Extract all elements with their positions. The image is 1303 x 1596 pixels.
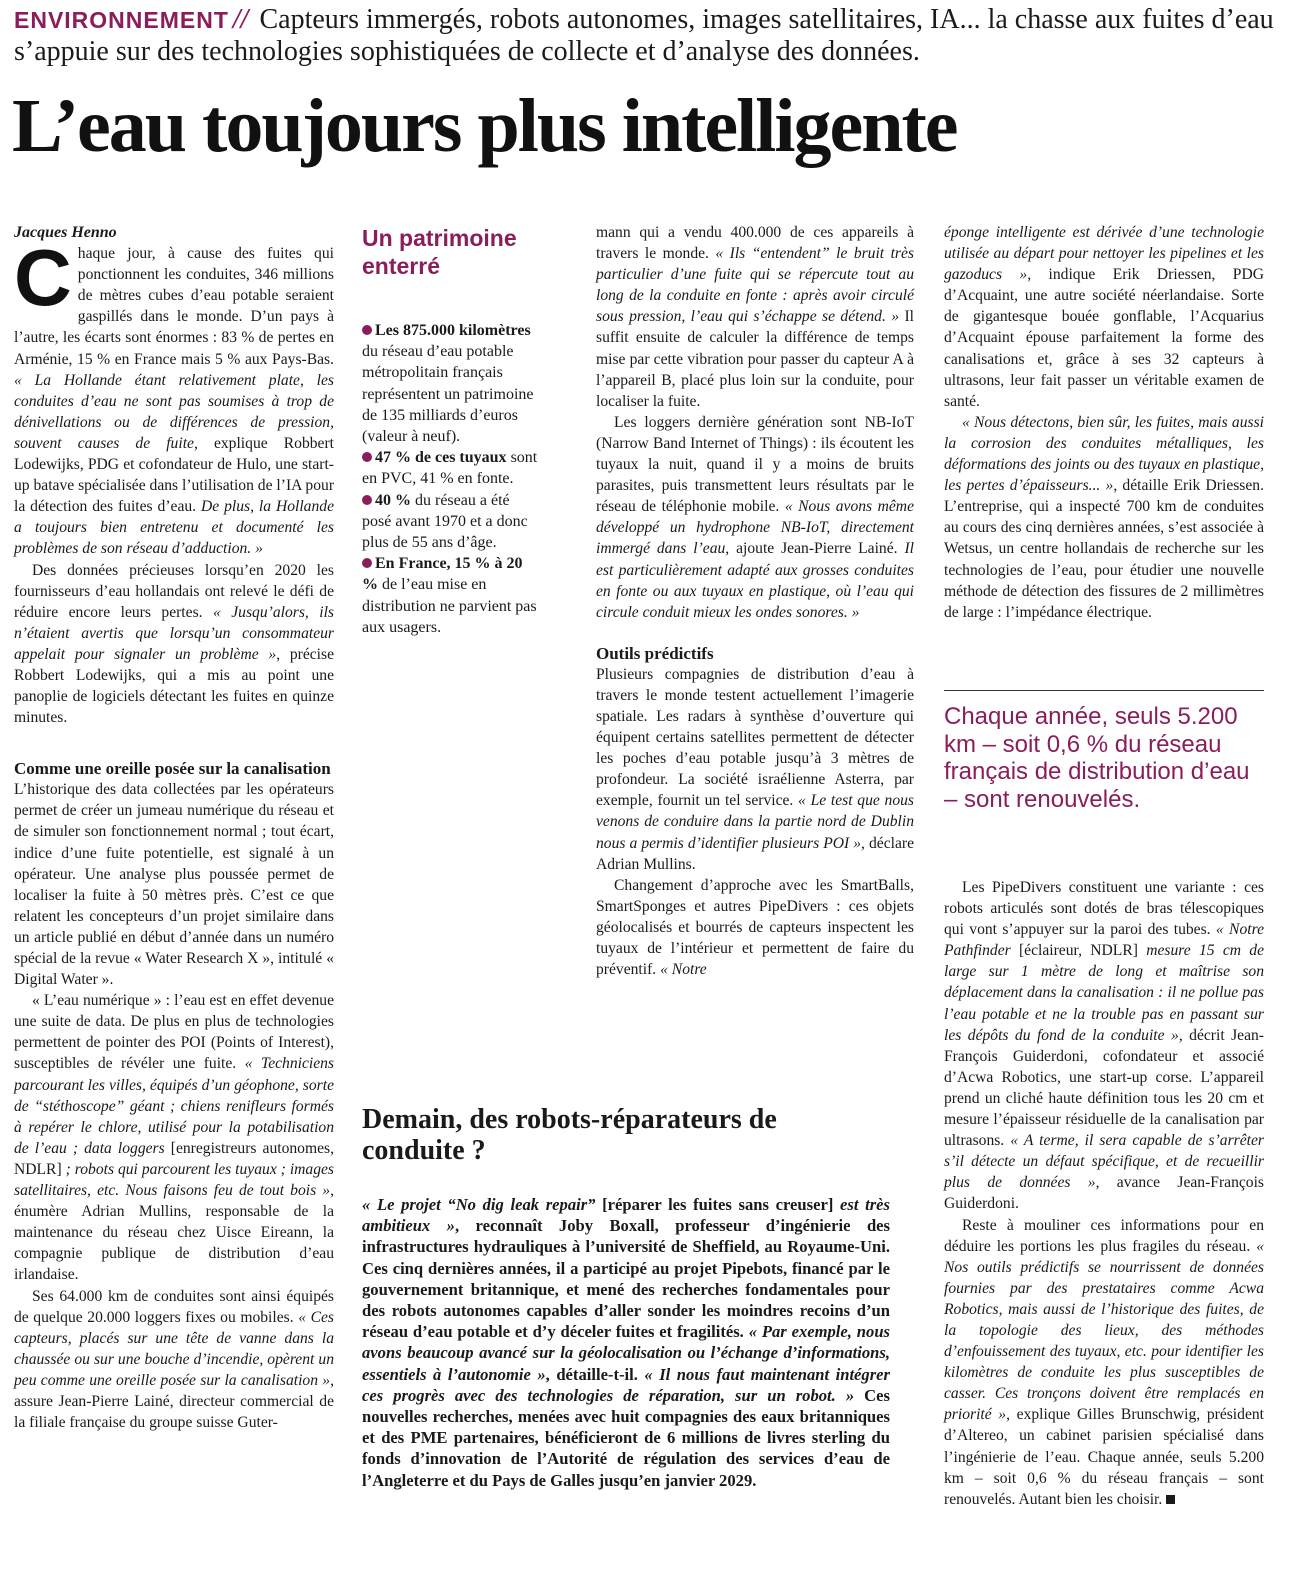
kicker-separator: // (232, 4, 249, 35)
fact-item: 40 % du réseau a été posé avant 1970 et a donc plus de 55 ans d’âge. (362, 491, 528, 552)
paragraph: Des données précieuses lorsqu’en 2020 les fournisseurs d’eau hollandais ont relevé le défi de réduire encore leurs pertes. « Jusqu’alors, ils n’étaient avertis que lorsqu’un consommateur appelait pour signaler un problème », précise Robbert Lodewijks, qui a mis au point une panoplie de logiciels détectant les fuites en quinze minutes. (14, 561, 334, 727)
drop-cap: C (14, 233, 72, 323)
robots-article (362, 1194, 890, 1491)
paragraph: « Nous détectons, bien sûr, les fuites, mais aussi la corrosion des conduites métalliques, les déformations des joints ou des tuyaux en plastique, les pertes d’épaisseurs... », détaille Erik Driessen. L’entreprise, qui a inspecté 700 km de conduites au cours des cinq dernières années, s’est associée à Wetsus, un centre hollandais de recherche sur les technologies de l’eau, pour étudier une nouvelle méthode de détection des fissures de 2 millimètres de large : l’impédance électrique. (944, 413, 1264, 621)
column-4-top (944, 222, 1264, 623)
paragraph: Reste à mouliner ces informations pour en déduire les portions les plus fragiles du réseau. « Nos outils prédictifs se nourrissent de données fournies par des prestataires comme Acwa Robotics, mais aussi de l’historique des fuites, de la topologie des lieux, des méthodes d’enfouissement des tuyaux, etc. pour identifier les kilomètres de conduite les plus susceptibles de casser. Ces tronçons doivent être remplacés en priorité », explique Gilles Brunschwig, président d’Altereo, un cabinet parisien spécialisé dans l’ingénierie de l’eau. Chaque année, seuls 5.200 km – soit 0,6 % du réseau français – sont renouvelés. Autant bien les choisir. (944, 1216, 1264, 1508)
paragraph: Les loggers dernière génération sont NB-IoT (Narrow Band Internet of Things) : ils écoutent les tuyaux la nuit, quand il y a moins de bruits parasites, puis transmettent leurs résultats par le réseau de téléphonie mobile. « Nous avons même développé un hydrophone NB-IoT, directement immergé dans l’eau, ajoute Jean-Pierre Lainé. Il est particulièrement adapté aux grosses conduites en fonte ou aux tuyaux en plastique, où l’eau qui circule conduit mieux les ondes sonores. » (596, 413, 914, 621)
pull-quote: Chaque année, seuls 5.200 km – soit 0,6 % du réseau français de distribution d’eau – sont renouvelés. (944, 690, 1264, 813)
fact-box (362, 224, 538, 638)
kicker (14, 4, 1289, 67)
bullet-icon (362, 558, 372, 568)
paragraph: Chaque jour, à cause des fuites qui ponctionnent les conduites, 346 millions de mètres cubes d’eau potable seraient gaspillés dans le monde. D’un pays à l’autre, les écarts sont énormes : 83 % de pertes en Arménie, 15 % en France mais 5 % aux Pays-Bas. « La Hollande étant relativement plate, les conduites d’eau ne sont pas soumises à trop de dénivellations ou de différences de pression, souvent causes de fuite, explique Robbert Lodewijks, PDG et cofondateur de Hulo, une start-up batave spécialisée dans l’utilisation de l’IA pour la détection des fuites d’eau. De plus, la Hollande a toujours bien entretenu et documenté les problèmes de son réseau d’adduction. » (14, 233, 335, 558)
paragraph: Les PipeDivers constituent une variante : ces robots articulés sont dotés de bras télescopiques qui vont s’appuyer sur la paroi des tubes. « Notre Pathfinder [éclaireur, NDLR] mesure 15 cm de large sur 1 mètre de long et maîtrise son déplacement dans la canalisation : il ne pollue pas l’eau potable et ne la trouble pas en passant sur les dépôts du fond de la conduite », décrit Jean-François Guiderdoni, cofondateur et associé d’Acwa Robotics, une start-up corse. L’appareil prend un cliché haute définition tous les 20 cm et mesure l’épaisseur résiduelle de la canalisation par ultrasons. « A terme, il sera capable de s’arrêter s’il détecte un défaut spécifique, et de recueillir plus de données », avance Jean-François Guiderdoni. (944, 879, 1265, 1213)
fact-item: Les 875.000 kilomètres du réseau d’eau potable métropolitain français représentent un patrimoine de 135 milliards d’euros (valeur à neuf). (362, 322, 534, 446)
paragraph: Changement d’approche avec les SmartBalls, SmartSponges et autres PipeDivers : ces objets géolocalisés et bourrés de capteurs inspectent les tuyaux de l’intérieur et permettent de faire du préventif. « Notre (596, 876, 914, 979)
bullet-icon (362, 495, 372, 505)
bullet-icon (362, 452, 372, 462)
column-3 (596, 222, 914, 980)
subheading: Outils prédictifs (596, 643, 714, 663)
subheading: Comme une oreille posée sur la canalisation (14, 759, 331, 779)
fact-box-title: Un patrimoine enterré (362, 225, 517, 279)
fact-item: 47 % de ces tuyaux sont en PVC, 41 % en fonte. (362, 449, 538, 488)
column-1 (14, 222, 334, 1433)
paragraph: éponge intelligente est dérivée d’une technologie utilisée au départ pour nettoyer les pipelines et les gazoducs », indique Erik Driessen, PDG d’Acquaint, une autre société néerlandaise. Sorte de gigantesque bouée gonflable, l’Acquarius d’Acquaint épouse parfaitement la forme des canalisations et, grâce à ses 32 capteurs à ultrasons, leur fait passer un véritable examen de santé. (944, 224, 1264, 410)
paragraph: Ses 64.000 km de conduites sont ainsi équipés de quelque 20.000 loggers fixes ou mobiles. « Ces capteurs, placés sur une tête de vanne dans la chaussée ou sur une bouche d’incendie, opèrent un peu comme une oreille posée sur la canalisation », assure Jean-Pierre Lainé, directeur commercial de la filiale française du groupe suisse Guter- (14, 1287, 334, 1432)
fact-list (362, 320, 538, 638)
end-mark-icon (1166, 1495, 1175, 1504)
paragraph: « L’eau numérique » : l’eau est en effet devenue une suite de data. De plus en plus de technologies permettent de pointer des POI (Points of Interest), susceptibles de révéler une fuite. « Techniciens parcourant les villes, équipés d’un géophone, sorte de “stéthoscope” géant ; chiens renifleurs formés à repérer le chlore, utilisé pour la potabilisation de l’eau ; data loggers [enregistreurs autonomes, NDLR] ; robots qui parcourent les tuyaux ; images satellitaires, etc. Nous faisons feu de tout bois », énumère Adrian Mullins, responsable de la maintenance du réseau chez Uisce Eireann, la compagnie publique de distribution d’eau irlandaise. (14, 992, 334, 1284)
bullet-icon (362, 325, 372, 335)
paragraph: « Le projet “No dig leak repair” [réparer les fuites sans creuser] est très ambitieux », reconnaît Joby Boxall, professeur d’ingénierie des infrastructures hydrauliques à l’université de Sheffield, au Royaume-Uni. Ces cinq dernières années, il a participé au projet Pipebots, financé par le gouvernement britannique, et mené des recherches fondamentales pour des robots autonomes capables d’aller sonder les moindres recoins d’un réseau d’eau potable et d’y déceler fuites et fragilités. « Par exemple, nous avons beaucoup avancé sur la géolocalisation ou l’échange d’informations, essentiels à l’autonomie », détaille-t-il. « Il nous faut maintenant intégrer ces progrès avec des technologies de réparation, sur un robot. » Ces nouvelles recherches, menées avec huit compagnies des eaux britanniques et des PME partenaires, bénéficieront de 6 millions de livres sterling du fonds d’innovation de l’Autorité de régulation des services d’eau de l’Angleterre et du Pays de Galles jusqu’en janvier 2029. (362, 1195, 891, 1490)
kicker-text: Capteurs immergés, robots autonomes, images satellitaires, IA... la chasse aux fuites d’eau s’appuie sur des technologies sophistiquées de collecte et d’analyse des données. (14, 4, 1274, 67)
paragraph: Plusieurs compagnies de distribution d’eau à travers le monde testent actuellement l’imagerie spatiale. Les radars à synthèse d’ouverture qui équipent certains satellites permettent de détecter les poches d’eau potable jusqu’à 3 mètres de profondeur. La société israélienne Asterra, par exemple, fournit un tel service. « Le test que nous venons de conduire dans la partie nord de Dublin nous a permis d’identifier plusieurs POI », déclare Adrian Mullins. (596, 665, 914, 873)
paragraph: L’historique des data collectées par les opérateurs permet de créer un jumeau numérique du réseau et de simuler son fonctionnement normal ; tout écart, indice d’une fuite potentielle, est signalé à un opérateur. Une analyse plus poussée permet de localiser la fuite à 50 mètres près. C’est ce que relatent les concepteurs d’un projet similaire dans un article publié en début d’année dans un numéro spécial de la revue « Water Research X », intitulé « Digital Water ». (14, 781, 334, 989)
robots-title: Demain, des robots-réparateurs de conduite ? (362, 1104, 777, 1166)
paragraph: mann qui a vendu 400.000 de ces appareils à travers le monde. « Ils “entendent” le bruit très particulier d’une fuite qui se répercute tout au long de la conduite en fonte : après avoir circulé sous pression, l’eau qui s’échappe se détend. » Il suffit ensuite de calculer la différence de temps mise par cette vibration pour passer du capteur A à l’appareil B, placé plus loin sur la conduite, pour localiser la fuite. (596, 224, 914, 410)
column-4-bottom (944, 877, 1264, 1510)
article-title: L’eau toujours plus intelligente (12, 84, 957, 168)
section-tag: ENVIRONNEMENT (14, 7, 229, 33)
fact-item: En France, 15 % à 20 % de l’eau mise en distribution ne parvient pas aux usagers. (362, 555, 537, 636)
author: Jacques Henno (14, 224, 117, 241)
